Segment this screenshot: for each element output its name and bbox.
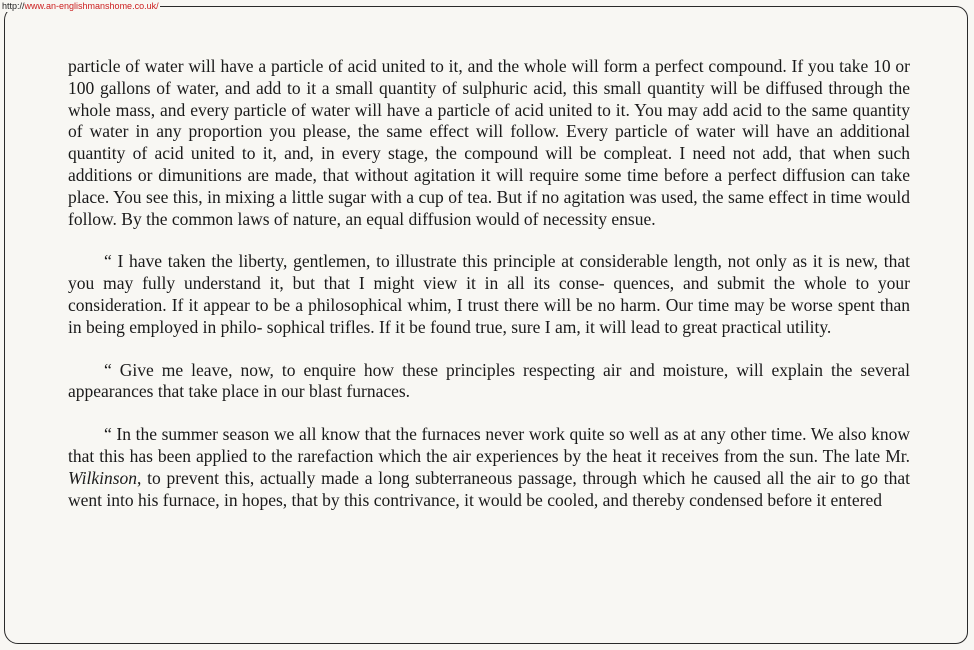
paragraph-3: [68, 360, 910, 404]
paragraph-4-text: “ In the summer season we all know that the furnaces never work quite so well as at any other time. We also know that this has been applied to the rarefaction which the air experiences by the heat it receives from the sun. The late Mr.: [68, 424, 910, 466]
paragraph-1-text: particle of water will have a particle of acid united to it, and the whole will form a perfect compound. If you take 10 or 100 gallons of water, and add to it a small quantity of sulphuric acid, this small quantity will be diffused through the whole mass, and every particle of water will have a particle of acid united to it. You may add acid to the same quantity of water in any proportion you please, the same effect will follow. Every particle of water will have an additional quantity of acid united to it, and, in every stage, the compound will be compleat. I need not add, that when such additions or dimunitions are made, that without agitation it will require some time before a perfect diffusion can take place. You see this, in mixing a little sugar with a cup of tea. But if no agitation was used, the same effect in time would follow. By the common laws of nature, an equal diffusion would of necessity ensue.: [68, 56, 910, 229]
url-prefix: http://: [2, 1, 25, 11]
paragraph-2: [68, 251, 910, 338]
body-text: [68, 56, 910, 532]
paragraph-4: [68, 424, 910, 511]
paragraph-4-text-after: , to prevent this, actually made a long subterraneous passage, through which he caused all the air to go that went into his furnace, in hopes, that by this contrivance, it would be cooled, and thereby condensed before it entered: [68, 467, 910, 510]
paragraph-1: [68, 56, 910, 230]
wilkinson-name: Wilkinson: [68, 467, 138, 488]
url-host: www.an-englishmanshome.co.uk/: [24, 1, 159, 11]
paragraph-3-text: “ Give me leave, now, to enquire how these principles respecting air and moisture, will explain the several appearances that take place in our blast furnaces.: [68, 359, 910, 402]
paragraph-2-text: “ I have taken the liberty, gentlemen, to illustrate this principle at considerable length, not only as it is new, that you may fully understand it, but that I might view it in all its conse- quences, and submit the whole to your consideration. If it appear to be a philosophical whim, I trust there will be no harm. Our time may be worse spent than in being employed in philo- sophical trifles. If it be found true, sure I am, it will lead to great practical utility.: [68, 251, 910, 337]
source-url[interactable]: [2, 1, 159, 12]
